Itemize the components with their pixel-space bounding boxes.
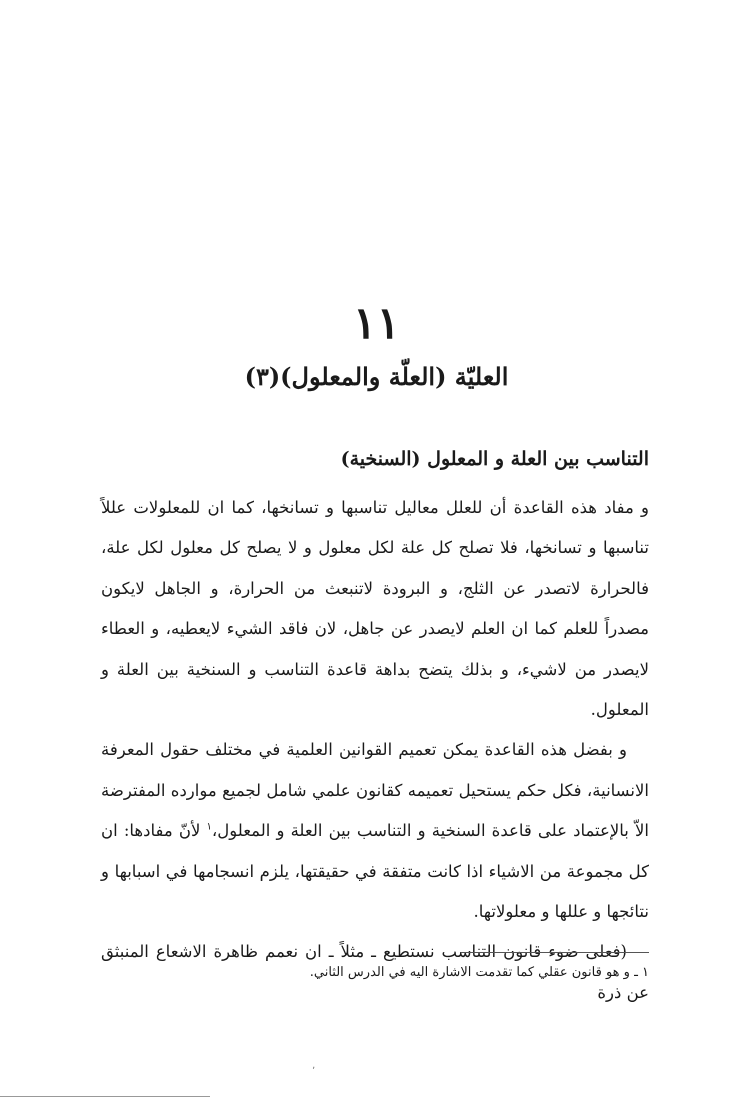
chapter-number: ١١ [352, 298, 401, 349]
section-heading: التناسب بين العلة و المعلول (السنخية) [340, 448, 649, 470]
chapter-title: العليّة (العلّة والمعلول)(٣) [244, 362, 509, 391]
paragraph-1: و مفاد هذه القاعدة أن للعلل معاليل تناسبها و تسانخها، كما ان للمعلولات عللاً تناسبها و تسانخها، فلا تصلح كل علة لكل معلول و لا يصلح كل معلول لكل علة، فالحرارة لاتصدر عن الثلج، و البرودة لاتنبعث من الحرارة، و الجاهل لايكون مصدراً للعلم كما ان العلم لايصدر عن جاهل، لان فاقد الشيء لايعطيه، و العطاء لايصدر من لاشيء، و بذلك يتضح بداهة قاعدة التناسب و السنخية بين العلة و المعلول. [101, 498, 649, 720]
paragraph-2-text: و بفضل هذه القاعدة يمكن تعميم القوانين العلمية في مختلف حقول المعرفة الانسانية، فكل حكم يستحيل تعميمه كقانون علمي شامل لجميع موارده المفترضة الاّ بالإعتماد على قاعدة السنخية و التناسب بين العلة و المعلول، [101, 740, 650, 841]
footnote-reference[interactable]: ١ [206, 821, 212, 833]
bottom-mark: ٬ [312, 1066, 316, 1077]
footnote: ١ ـ و هو قانون عقلي كما تقدمت الاشارة اليه في الدرس الثاني. [309, 965, 649, 980]
body-text [101, 488, 649, 1013]
paragraph-2 [101, 730, 649, 932]
paragraph-3: (فعلى ضوء قانون التناسب نستطيع ـ مثلاً ـ ان نعمم ظاهرة الاشعاع المنبثق عن ذرة [101, 942, 649, 1002]
footnote-divider [461, 952, 649, 953]
paragraph-2-continuation: لأنّ مفادها: ان كل مجموعة من الاشياء اذا كانت متفقة في حقيقتها، يلزم انسجامها في اسبابها و نتائجها و عللها و معلولاتها. [101, 821, 649, 922]
